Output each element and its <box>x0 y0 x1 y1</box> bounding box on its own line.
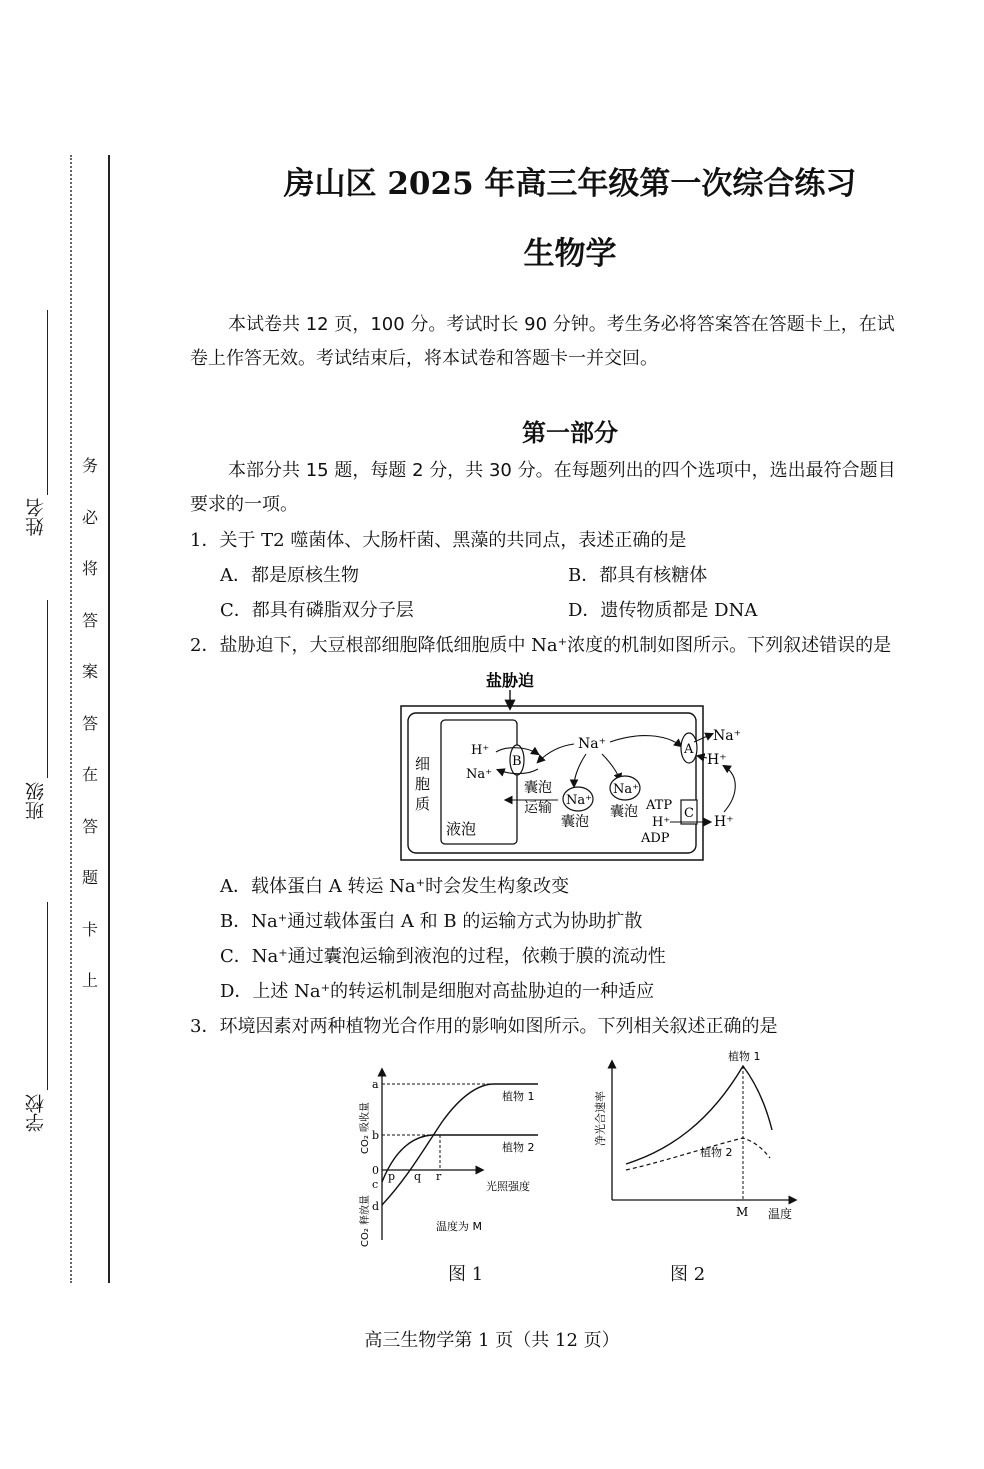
na-plus-center-label: Na⁺ <box>578 736 606 752</box>
na-to-b-arrow <box>538 744 574 762</box>
instructions <box>190 308 952 376</box>
q1-option-a: A．都是原核生物 <box>220 565 359 586</box>
notice-char: 将 <box>81 559 98 578</box>
school-label: 学校 <box>25 1094 47 1132</box>
cytoplasm-label: 细 <box>415 755 431 773</box>
fig2-caption: 图 2 <box>670 1264 706 1285</box>
instructions-line-2: 卷上作答无效。考试结束后，将本试卷和答题卡一并交回。 <box>190 348 658 369</box>
fig1-tick-b: b <box>372 1129 380 1142</box>
q1-option-d: D．遗传物质都是 DNA <box>568 600 758 621</box>
h-cycle-arrow <box>724 766 735 812</box>
fig1-ylabel-top: CO₂ 吸收量 <box>360 1101 371 1154</box>
fig1-xlabel: 光照强度 <box>486 1180 530 1193</box>
vesicle-na-label: Na⁺ <box>566 793 592 808</box>
notice-char: 务 <box>81 456 98 475</box>
exam-title: 房山区 2025 年高三年级第一次综合练习 <box>283 166 857 202</box>
cytoplasm-label: 质 <box>415 795 431 813</box>
vesicle-label: 囊泡 <box>561 814 589 830</box>
vesicle-na-label: Na⁺ <box>613 782 639 797</box>
fig1-series-plant2-label: 植物 2 <box>502 1141 535 1154</box>
fig1-note: 温度为 M <box>436 1220 482 1233</box>
q2-option-d: D．上述 Na⁺的转运机制是细胞对高盐胁迫的一种适应 <box>220 981 655 1002</box>
na-to-vesicle-arrow <box>574 754 586 786</box>
binding-solid-line <box>108 155 110 1283</box>
q1-stem: 1．关于 T2 噬菌体、大肠杆菌、黑藻的共同点，表述正确的是 <box>190 530 687 551</box>
fig2-series-plant2 <box>626 1138 770 1170</box>
h-plus-pumped-label: H⁺ <box>714 814 734 830</box>
notice-char: 答 <box>81 610 98 630</box>
part-intro-line-1: 本部分共 15 题，每题 2 分，共 30 分。在每题列出的四个选项中，选出最符合题目 <box>228 460 896 481</box>
na-to-a-arrow <box>610 736 681 746</box>
fig1-tick-0: 0 <box>372 1164 379 1177</box>
fig1-tick-a: a <box>372 1078 379 1091</box>
part-heading: 第一部分 <box>522 418 618 447</box>
vesicle-transport-label: 囊泡 <box>524 780 552 796</box>
h-plus-label: H⁺ <box>471 743 490 758</box>
cytoplasm-label: 胞 <box>415 775 431 793</box>
q1-option-c: C．都具有磷脂双分子层 <box>220 600 414 621</box>
fig1-tick-q: q <box>414 1170 422 1183</box>
fig2-ylabel: 净光合速率 <box>594 1091 607 1146</box>
fig2-series-plant2-label: 植物 2 <box>700 1146 733 1159</box>
notice-char: 上 <box>81 971 98 990</box>
subject-title: 生物学 <box>523 236 617 272</box>
part-intro-line-2: 要求的一项。 <box>190 494 298 515</box>
fig1-tick-c: c <box>372 1178 379 1191</box>
vacuole-label: 液泡 <box>446 820 477 838</box>
name-label: 姓名 <box>25 498 47 536</box>
notice-char: 卡 <box>81 919 98 939</box>
carrier-c-label: C <box>684 806 694 821</box>
h-plus-out-label: H⁺ <box>707 752 727 768</box>
notice-char: 题 <box>81 868 98 887</box>
notice-char: 答 <box>81 816 98 836</box>
carrier-b-label: B <box>512 754 522 769</box>
atp-label: ATP <box>646 798 673 813</box>
fig1-tick-d: d <box>372 1200 380 1213</box>
q2-option-a: A．载体蛋白 A 转运 Na⁺时会发生构象改变 <box>220 876 570 897</box>
school-blank <box>47 902 48 1090</box>
q2-option-b: B．Na⁺通过载体蛋白 A 和 B 的运输方式为协助扩散 <box>220 911 643 932</box>
fig1-series-plant1-label: 植物 1 <box>502 1090 535 1103</box>
class-label: 班级 <box>25 782 47 820</box>
fig1-chart <box>352 1062 562 1252</box>
fig2-series-plant1-label: 植物 1 <box>728 1050 761 1063</box>
q2-stem: 2．盐胁迫下，大豆根部细胞降低细胞质中 Na⁺浓度的机制如图所示。下列叙述错误的是 <box>190 635 892 656</box>
instructions-line-1: 本试卷共 12 页，100 分。考试时长 90 分钟。考生务必将答案答在答题卡上，在试 <box>228 314 895 335</box>
fig1-caption: 图 1 <box>448 1264 484 1285</box>
fig2-xlabel: 温度 <box>768 1207 793 1221</box>
na-plus-out-label: Na⁺ <box>713 728 741 744</box>
vesicle-transport-label: 运输 <box>524 800 552 816</box>
binding-notice <box>79 440 101 1007</box>
fig2-tick-m: M <box>736 1205 749 1219</box>
fig1-ylabel-bottom: CO₂ 释放量 <box>360 1194 371 1247</box>
notice-char: 案 <box>81 662 98 681</box>
na-transport-diagram <box>398 666 768 866</box>
na-plus-label: Na⁺ <box>466 767 492 782</box>
adp-label: ADP <box>641 831 670 846</box>
q2-option-c: C．Na⁺通过囊泡运输到液泡的过程，依赖于膜的流动性 <box>220 946 666 967</box>
part-intro <box>190 454 952 522</box>
binding-dotted-line <box>70 155 72 1283</box>
page-footer: 高三生物学第 1 页（共 12 页） <box>364 1330 620 1351</box>
q1-option-b: B．都具有核糖体 <box>568 565 708 586</box>
fig2-series-plant1 <box>626 1066 772 1164</box>
fig2-chart <box>590 1042 805 1222</box>
fig1-tick-p: p <box>388 1170 396 1183</box>
notice-char: 答 <box>81 713 98 733</box>
name-blank <box>47 310 48 495</box>
notice-char: 必 <box>81 507 98 527</box>
carrier-a-label: A <box>684 742 694 757</box>
na-to-vesicle2-arrow <box>602 754 620 780</box>
h-plus-pump-label: H⁺ <box>652 815 671 830</box>
class-blank <box>47 600 48 778</box>
vesicle-label: 囊泡 <box>610 804 638 820</box>
diagram-stress-label: 盐胁迫 <box>486 671 535 690</box>
notice-char: 在 <box>81 765 98 784</box>
fig1-tick-r: r <box>436 1170 442 1183</box>
q3-stem: 3．环境因素对两种植物光合作用的影响如图所示。下列相关叙述正确的是 <box>190 1016 778 1037</box>
